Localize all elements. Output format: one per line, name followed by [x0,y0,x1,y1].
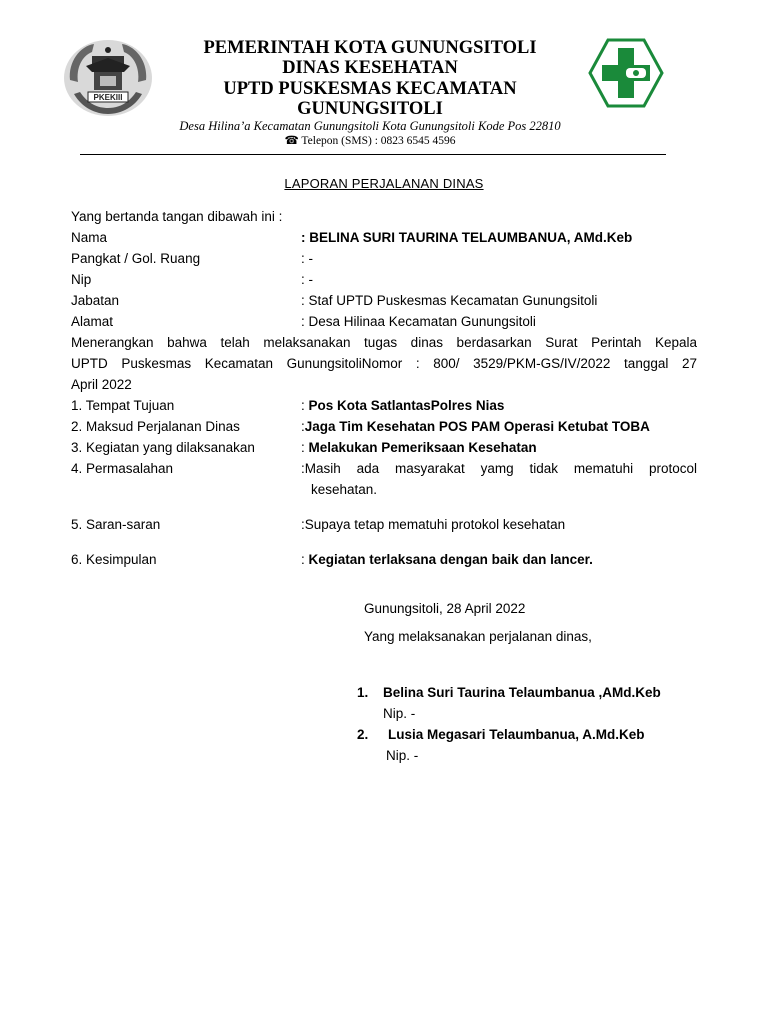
label-kegiatan: 3. Kegiatan yang dilaksanakan [71,440,255,455]
statement-line-2: UPTD Puskesmas Kecamatan GunungsitoliNomor : 800/ 3529/PKM-GS/IV/2022 tanggal 27 [71,356,697,371]
kegiatan-text: Melakukan Pemeriksaan Kesehatan [308,440,537,455]
statement-line-1: Menerangkan bahwa telah melaksanakan tugas dinas berdasarkan Surat Perintah Kepala [71,335,697,350]
value-saran: :Supaya tetap mematuhi protokol kesehatan [301,517,566,532]
signer-1-nip: Nip. - [383,706,416,721]
intro-text: Yang bertanda tangan dibawah ini : [71,209,283,224]
signer-2-nip: Nip. - [386,748,419,763]
letterhead-line-1: PEMERINTAH KOTA GUNUNGSITOLI [203,38,537,58]
label-maksud: 2. Maksud Perjalanan Dinas [71,419,240,434]
letterhead-line-2: DINAS KESEHATAN [282,58,458,78]
label-tempat-tujuan: 1. Tempat Tujuan [71,398,175,413]
svg-text:PKEKIII: PKEKIII [93,93,123,102]
label-nama: Nama [71,230,108,245]
colon: : [301,552,309,567]
label-pangkat: Pangkat / Gol. Ruang [71,251,201,266]
letterhead-line-4: GUNUNGSITOLI [297,99,443,119]
document-title: LAPORAN PERJALANAN DINAS [284,176,484,191]
executor-label: Yang melaksanakan perjalanan dinas, [364,629,592,644]
value-permasalahan-line-2: kesehatan. [311,482,378,497]
signer-1-name: Belina Suri Taurina Telaumbanua ,AMd.Keb [383,685,661,700]
letterhead-address: Desa Hilina’a Kecamatan Gunungsitoli Kota Gunungsitoli Kode Pos 22810 [179,119,561,133]
signer-2-name: Lusia Megasari Telaumbanua, A.Md.Keb [388,727,645,742]
value-permasalahan-line-1: :Masih ada masyarakat yamg tidak mematuhi protocol [301,461,697,476]
maksud-text: Jaga Tim Kesehatan POS PAM Operasi Ketubat TOBA [304,419,650,434]
puskesmas-logo [588,38,664,108]
letterhead-line-3: UPTD PUSKESMAS KECAMATAN [223,79,517,99]
place-date: Gunungsitoli, 28 April 2022 [364,601,526,616]
label-permasalahan: 4. Permasalahan [71,461,174,476]
signer-2-number: 2. [357,727,369,742]
city-emblem-logo [62,36,154,118]
label-nip: Nip [71,272,92,287]
signer-1-number: 1. [357,685,369,700]
value-kegiatan [301,440,537,456]
label-jabatan: Jabatan [71,293,120,308]
label-kesimpulan: 6. Kesimpulan [71,552,157,567]
label-saran: 5. Saran-saran [71,517,161,532]
colon: : [301,398,309,413]
kesimpulan-text: Kegiatan terlaksana dengan baik dan lancer. [308,552,593,567]
value-nip: : - [301,272,313,287]
value-jabatan: : Staf UPTD Puskesmas Kecamatan Gunungsitoli [301,293,598,308]
colon: : [301,419,305,434]
letterhead-divider [80,154,666,155]
value-pangkat: : - [301,251,313,266]
value-nama: : BELINA SURI TAURINA TELAUMBANUA, AMd.Keb [301,230,633,245]
value-alamat: : Desa Hilinaa Kecamatan Gunungsitoli [301,314,536,329]
statement-line-3: April 2022 [71,377,132,392]
value-kesimpulan [301,552,593,568]
value-tempat-tujuan [301,398,504,414]
colon: : [301,440,309,455]
letterhead-phone: ☎ Telepon (SMS) : 0823 6545 4596 [284,135,456,147]
value-maksud [301,419,650,435]
label-alamat: Alamat [71,314,114,329]
tempat-tujuan-text: Pos Kota SatlantasPolres Nias [308,398,505,413]
